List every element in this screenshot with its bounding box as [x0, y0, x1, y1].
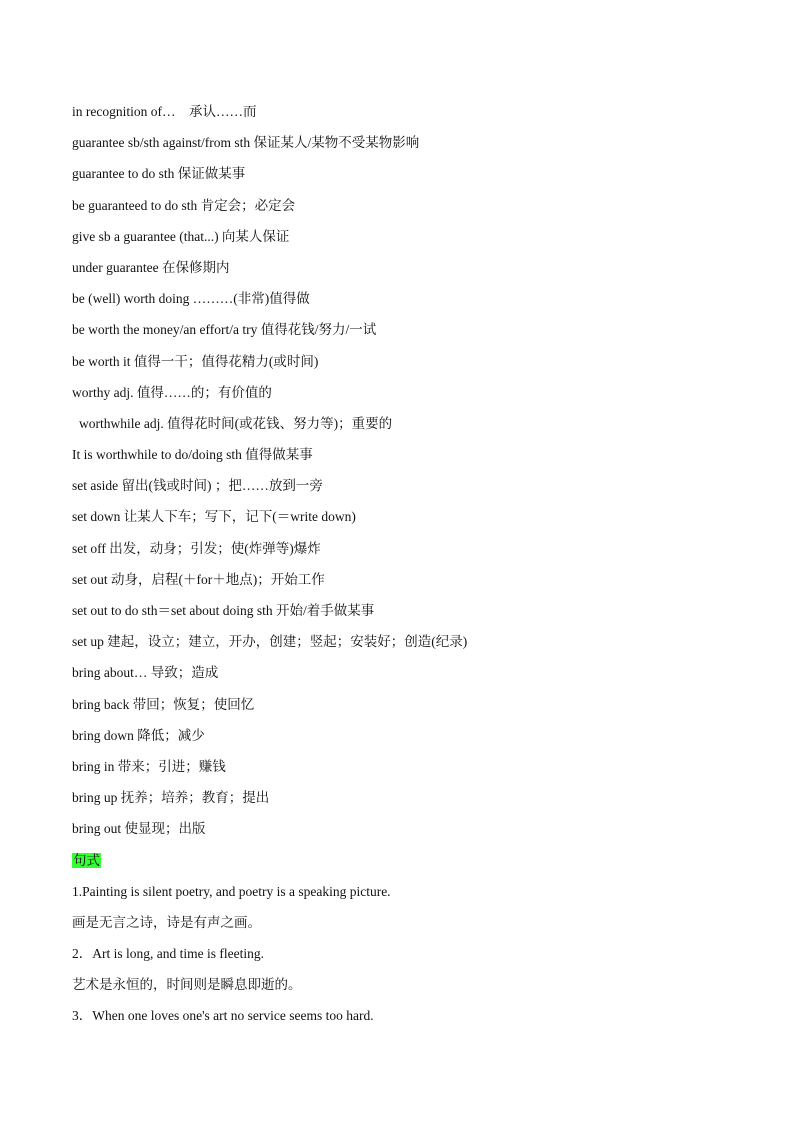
- vocab-line: worthwhile adj. 值得花时间(或花钱、努力等)；重要的: [79, 415, 393, 431]
- vocab-line: worthy adj. 值得……的；有价值的: [72, 384, 272, 400]
- vocab-line: set out 动身，启程(＋for＋地点)；开始工作: [72, 571, 325, 587]
- vocab-line: set down 让某人下车；写下，记下(＝write down): [72, 509, 356, 525]
- vocab-line: in recognition of… 承认……而: [72, 104, 257, 119]
- vocab-line: It is worthwhile to do/doing sth 值得做某事: [72, 447, 313, 463]
- vocab-line: set out to do sth＝set about doing sth 开始/着手做某事: [72, 603, 375, 618]
- sentence-chinese: 画是无言之诗，诗是有声之画。: [72, 914, 261, 930]
- section-heading: 句式: [73, 852, 100, 868]
- sentence-english: 1.Painting is silent poetry, and poetry is a speaking picture.: [72, 883, 391, 899]
- vocab-line: be (well) worth doing ………(非常)值得做: [72, 291, 310, 307]
- section-heading-line: [72, 851, 752, 882]
- vocab-line: set up 建起，设立；建立，开办，创建；竖起；安装好；创造(纪录): [72, 634, 468, 650]
- sentence-english: 2．Art is long, and time is fleeting.: [72, 946, 264, 962]
- vocab-line: bring in 带来；引进；赚钱: [72, 758, 226, 774]
- vocab-line: bring back 带回；恢复；使回忆: [72, 696, 255, 712]
- document-body: [72, 102, 752, 1038]
- vocab-line: guarantee sb/sth against/from sth 保证某人/某物不受某物影响: [72, 135, 420, 151]
- vocab-line: bring out 使显现；出版: [72, 821, 206, 837]
- sentence-chinese: 艺术是永恒的，时间则是瞬息即逝的。: [72, 977, 302, 993]
- vocab-line: under guarantee 在保修期内: [72, 259, 230, 275]
- vocab-line: set off 出发，动身；引发；使(炸弹等)爆炸: [72, 540, 321, 556]
- vocab-line: set aside 留出(钱或时间) ；把……放到一旁: [72, 478, 323, 494]
- vocab-line: be guaranteed to do sth 肯定会；必定会: [72, 197, 296, 213]
- vocab-line: bring down 降低；减少: [72, 727, 205, 743]
- vocab-line: give sb a guarantee (that...) 向某人保证: [72, 228, 290, 244]
- vocab-line: be worth it 值得一干；值得花精力(或时间): [72, 353, 319, 369]
- vocab-line: guarantee to do sth 保证做某事: [72, 166, 246, 182]
- vocab-line: bring up 抚养；培养；教育；提出: [72, 790, 270, 806]
- sentence-english: 3．When one loves one's art no service seems too hard.: [72, 1008, 374, 1024]
- vocab-line: bring about… 导致；造成: [72, 665, 219, 681]
- vocab-line: be worth the money/an effort/a try 值得花钱/努力/一试: [72, 322, 377, 338]
